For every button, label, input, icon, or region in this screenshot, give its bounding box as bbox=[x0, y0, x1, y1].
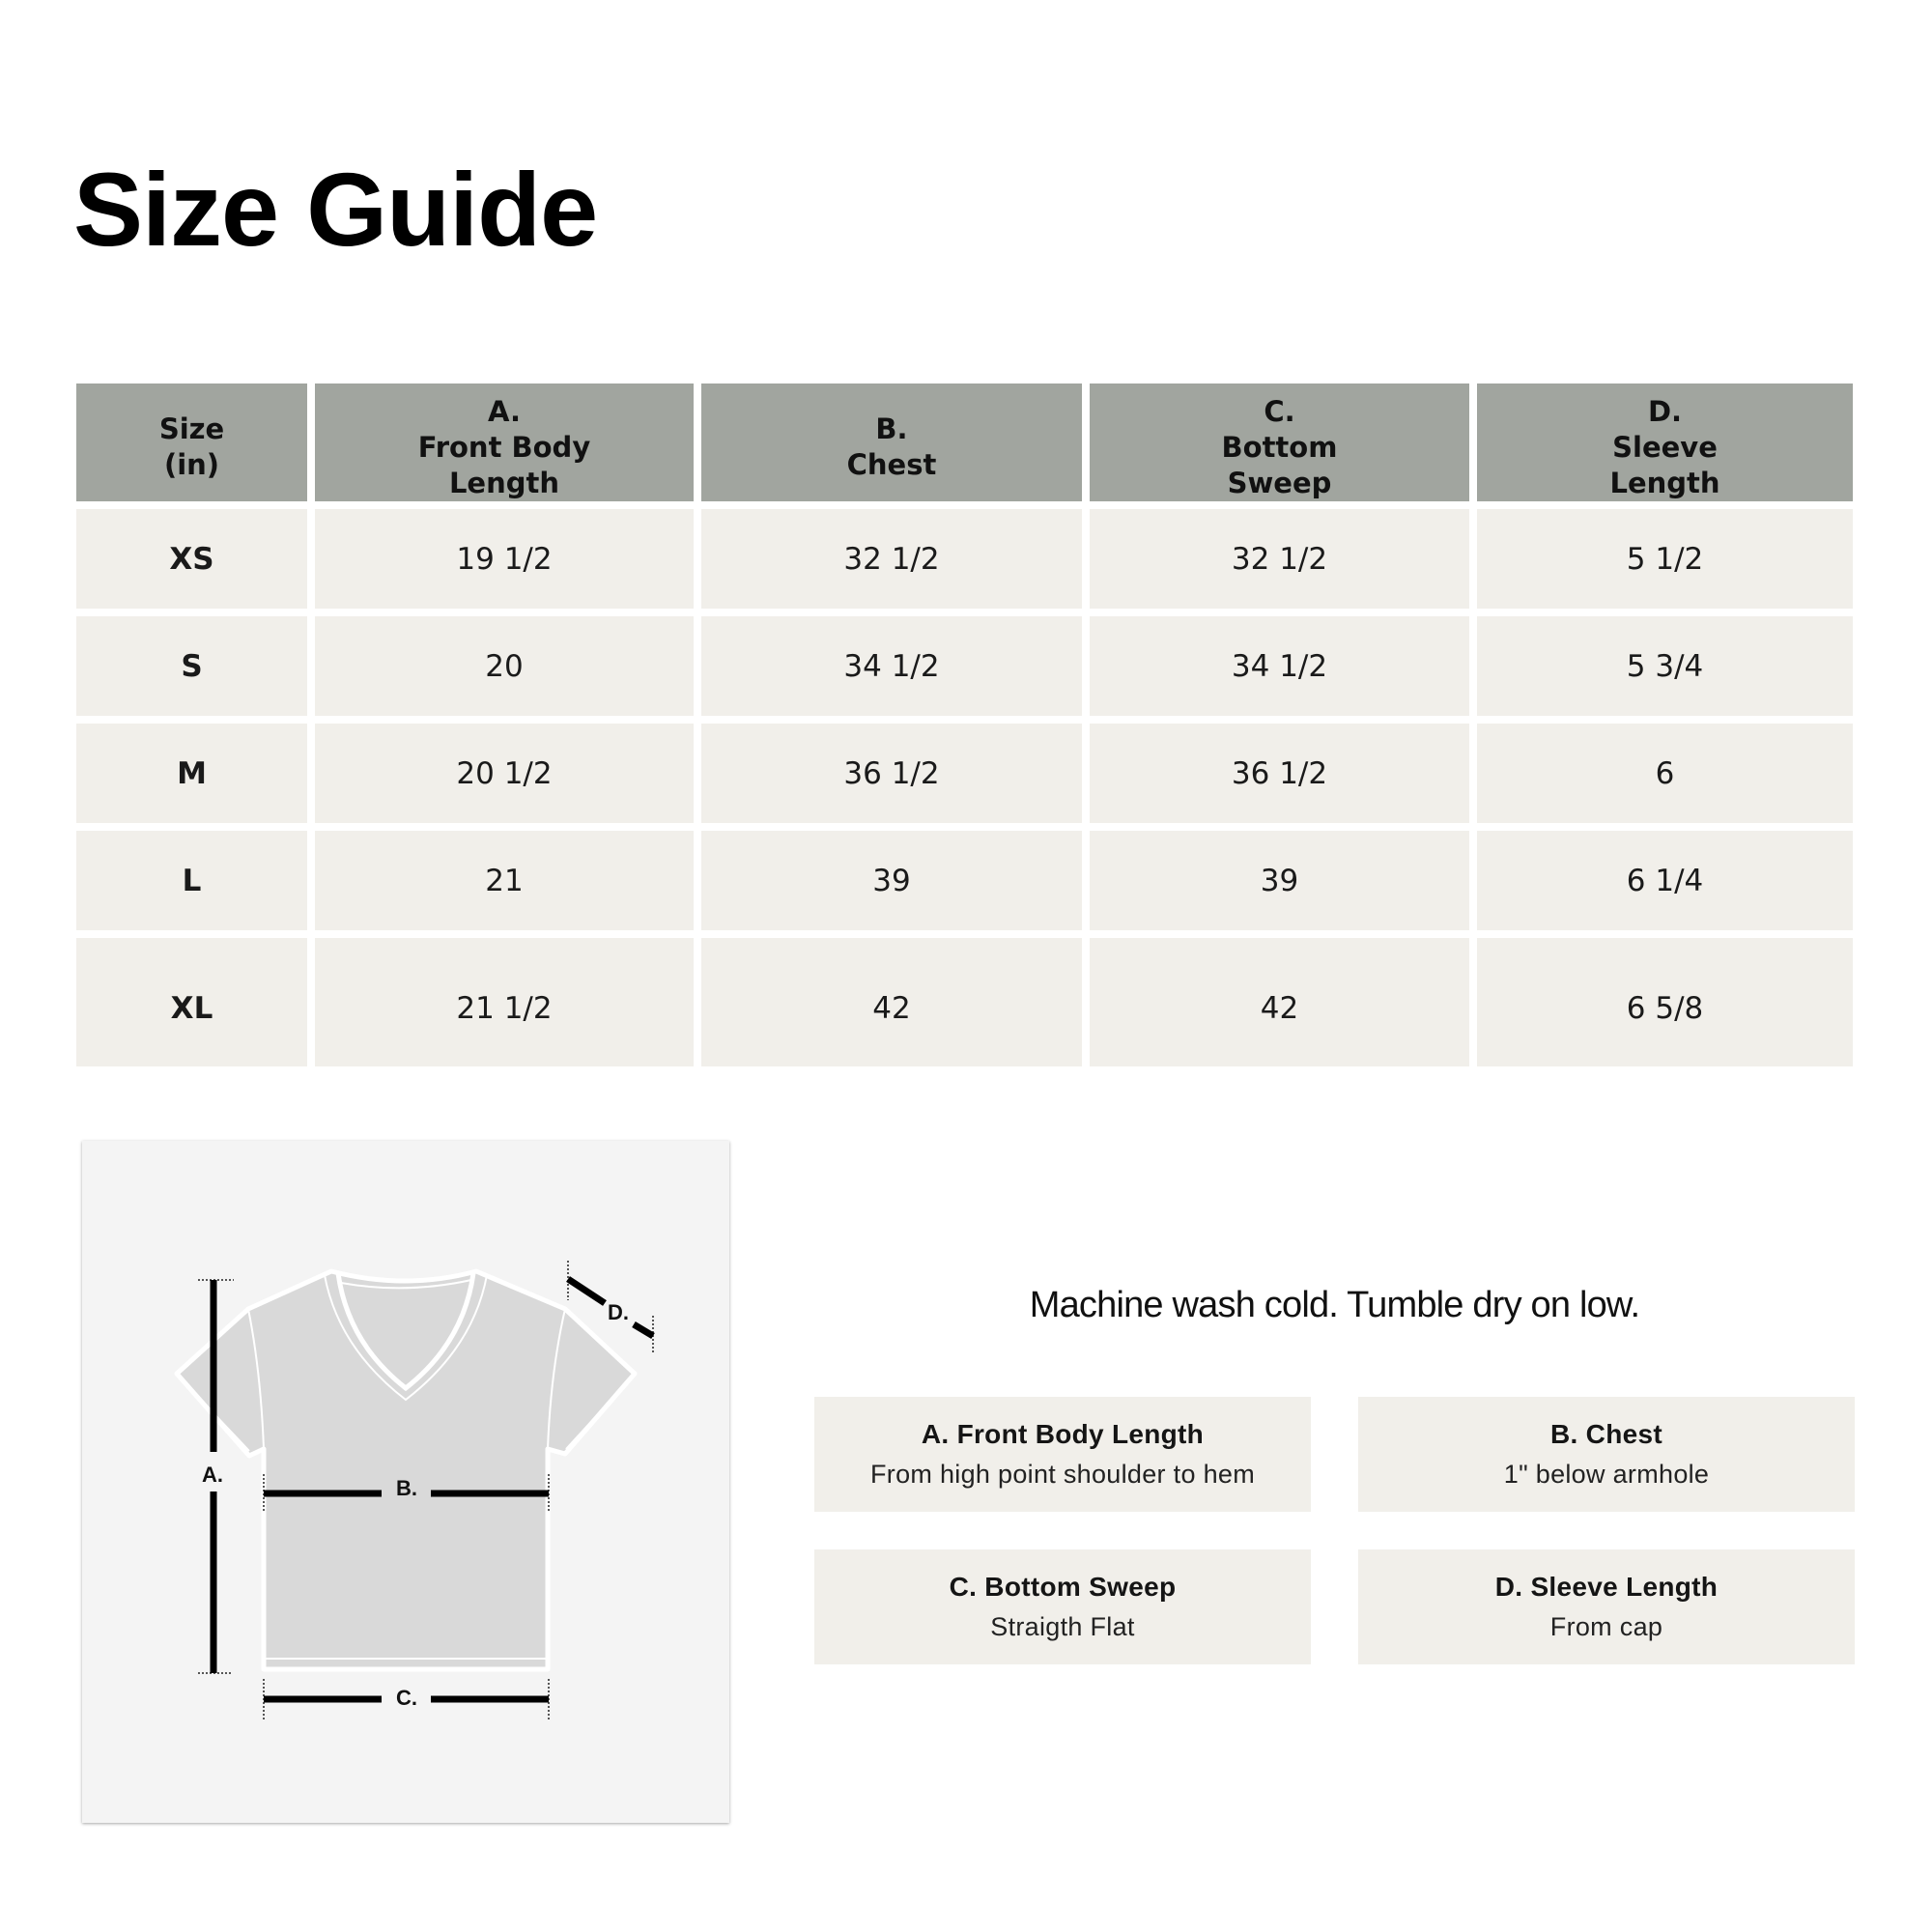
table-row bbox=[76, 938, 1853, 1066]
header-line: Sleeve bbox=[1612, 430, 1718, 464]
measurement-title: D. Sleeve Length bbox=[1494, 1571, 1719, 1602]
label-c: C. bbox=[396, 1686, 417, 1710]
cell-bottom-sweep: 36 1/2 bbox=[1090, 724, 1469, 823]
cell-chest: 34 1/2 bbox=[701, 616, 1082, 716]
label-d: D. bbox=[608, 1300, 629, 1324]
measurement-description: From cap bbox=[1549, 1611, 1663, 1641]
header-size bbox=[76, 384, 307, 501]
table-row bbox=[76, 509, 1853, 609]
header-bottom-sweep bbox=[1090, 384, 1469, 501]
cell-size: XS bbox=[76, 509, 307, 609]
measurement-info-bottom-sweep bbox=[814, 1549, 1311, 1664]
cell-front-body-length: 21 bbox=[315, 831, 694, 930]
header-chest bbox=[701, 384, 1082, 501]
table-row bbox=[76, 724, 1853, 823]
cell-chest: 32 1/2 bbox=[701, 509, 1082, 609]
cell-size: S bbox=[76, 616, 307, 716]
measurement-description: 1" below armhole bbox=[1503, 1459, 1710, 1489]
header-line: Front Body bbox=[417, 430, 591, 464]
care-instructions: Machine wash cold. Tumble dry on low. bbox=[1029, 1285, 1640, 1325]
header-line: D. bbox=[1647, 394, 1683, 428]
header-line: Bottom bbox=[1221, 430, 1338, 464]
table-row bbox=[76, 616, 1853, 716]
measurement-info-front-body-length bbox=[814, 1397, 1311, 1512]
measurement-diagram bbox=[82, 1141, 729, 1823]
cell-chest: 36 1/2 bbox=[701, 724, 1082, 823]
cell-bottom-sweep: 32 1/2 bbox=[1090, 509, 1469, 609]
cell-bottom-sweep: 42 bbox=[1090, 938, 1469, 1066]
header-line: Length bbox=[448, 466, 560, 499]
header-line: Size bbox=[158, 412, 225, 445]
cell-size: L bbox=[76, 831, 307, 930]
table-header-row bbox=[76, 384, 1853, 501]
header-line: A. bbox=[487, 394, 521, 428]
header-line: C. bbox=[1264, 394, 1295, 428]
label-b: B. bbox=[396, 1476, 417, 1500]
cell-size: XL bbox=[76, 938, 307, 1066]
page-title: Size Guide bbox=[73, 151, 598, 268]
cell-sleeve-length: 6 1/4 bbox=[1477, 831, 1853, 930]
header-sleeve-length bbox=[1477, 384, 1853, 501]
header-line: Sweep bbox=[1227, 466, 1332, 499]
cell-chest: 39 bbox=[701, 831, 1082, 930]
header-line: (in) bbox=[163, 448, 220, 481]
header-line: Chest bbox=[846, 448, 937, 481]
cell-front-body-length: 20 bbox=[315, 616, 694, 716]
cell-bottom-sweep: 39 bbox=[1090, 831, 1469, 930]
table-row bbox=[76, 831, 1853, 930]
measurement-description: Straigth Flat bbox=[990, 1611, 1135, 1641]
cell-sleeve-length: 6 5/8 bbox=[1477, 938, 1853, 1066]
header-line: B. bbox=[875, 412, 908, 445]
cell-sleeve-length: 5 3/4 bbox=[1477, 616, 1853, 716]
cell-size: M bbox=[76, 724, 307, 823]
header-front-body-length bbox=[315, 384, 694, 501]
measurement-title: C. Bottom Sweep bbox=[949, 1571, 1177, 1602]
cell-sleeve-length: 5 1/2 bbox=[1477, 509, 1853, 609]
cell-sleeve-length: 6 bbox=[1477, 724, 1853, 823]
header-line: Length bbox=[1609, 466, 1720, 499]
measurement-description: From high point shoulder to hem bbox=[869, 1459, 1255, 1489]
cell-chest: 42 bbox=[701, 938, 1082, 1066]
label-a: A. bbox=[202, 1463, 223, 1487]
cell-bottom-sweep: 34 1/2 bbox=[1090, 616, 1469, 716]
cell-front-body-length: 19 1/2 bbox=[315, 509, 694, 609]
cell-front-body-length: 20 1/2 bbox=[315, 724, 694, 823]
size-table bbox=[76, 384, 1853, 1074]
measurement-info-sleeve-length bbox=[1358, 1549, 1855, 1664]
measurement-title: A. Front Body Length bbox=[921, 1418, 1205, 1449]
measurement-info-chest bbox=[1358, 1397, 1855, 1512]
measurement-title: B. Chest bbox=[1550, 1418, 1662, 1449]
cell-front-body-length: 21 1/2 bbox=[315, 938, 694, 1066]
